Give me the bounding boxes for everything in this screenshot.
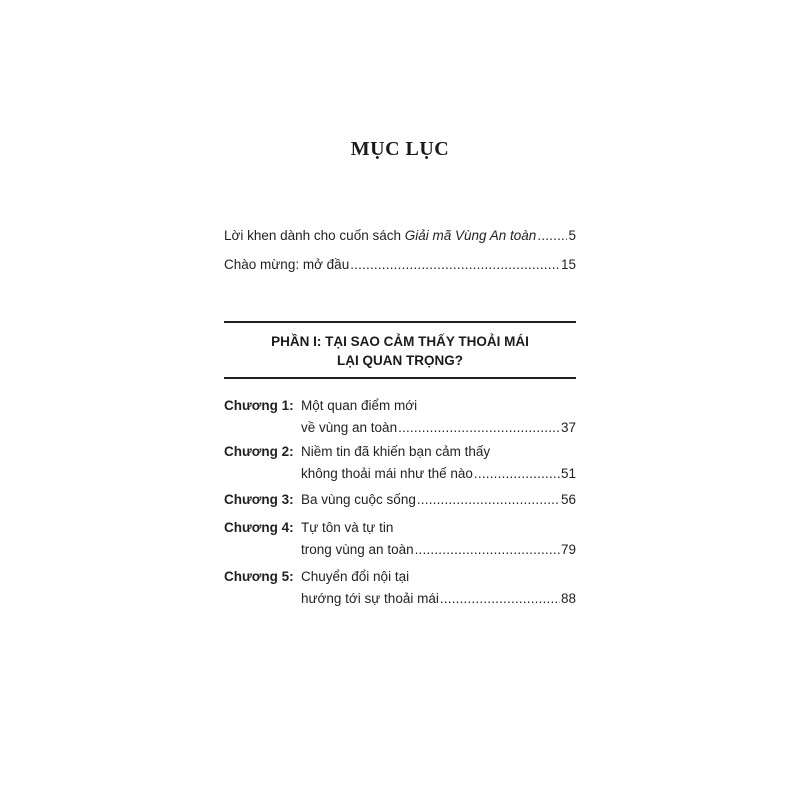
page-number: 79 [560, 542, 576, 557]
book-title-italic: Giải mã Vùng An toàn [404, 228, 537, 243]
part-heading-line1: PHẦN I: TẠI SAO CẢM THẤY THOẢI MÁI [271, 334, 529, 349]
page-number: 51 [560, 466, 576, 481]
dot-leader [537, 227, 567, 245]
entry-text: Chào mừng: mở đầu [224, 257, 350, 272]
chapter-title-line1: Một quan điểm mới [301, 398, 418, 413]
page-number: 15 [560, 257, 576, 272]
part-rule-top [224, 321, 576, 323]
page-number: 37 [560, 420, 576, 435]
entry-text: Lời khen dành cho cuốn sách Giải mã Vùng An toàn [224, 228, 537, 243]
dot-leader [417, 489, 560, 511]
dot-leader [415, 539, 560, 561]
dot-leader [350, 256, 560, 274]
chapter-title-line1: Chuyển đổi nội tại [301, 569, 410, 584]
toc-entry-welcome[interactable] [224, 256, 576, 274]
chapter-title: Ba vùng cuộc sống [301, 492, 416, 507]
toc-chapter-5[interactable] [224, 566, 576, 610]
page-number: 5 [568, 228, 576, 243]
chapter-label: Chương 4: [224, 520, 294, 535]
chapter-label: Chương 1: [224, 398, 294, 413]
toc-title: MỤC LỤC [350, 138, 450, 160]
part-rule-bottom [224, 377, 576, 379]
dot-leader [440, 588, 560, 610]
toc-chapter-4[interactable] [224, 517, 576, 561]
page-number: 56 [560, 492, 576, 507]
chapter-title-line2: về vùng an toàn [301, 420, 398, 435]
part-heading [224, 332, 576, 370]
toc-entry-praise[interactable] [224, 227, 576, 245]
toc-chapter-1[interactable] [224, 395, 576, 439]
chapter-title-line2: trong vùng an toàn [301, 542, 414, 557]
toc-chapter-2[interactable] [224, 441, 576, 485]
dot-leader [474, 463, 560, 485]
chapter-title-line1: Niềm tin đã khiến bạn cảm thấy [301, 444, 491, 459]
dot-leader [398, 417, 560, 439]
chapter-label: Chương 5: [224, 569, 294, 584]
page-number: 88 [560, 591, 576, 606]
toc-chapter-3[interactable] [224, 489, 576, 511]
chapter-title-line2: hướng tới sự thoải mái [301, 591, 439, 606]
chapter-label: Chương 2: [224, 444, 294, 459]
part-heading-line2: LẠI QUAN TRỌNG? [337, 353, 463, 368]
chapter-title-line2: không thoải mái như thế nào [301, 466, 473, 481]
chapter-label: Chương 3: [224, 492, 294, 507]
chapter-title-line1: Tự tôn và tự tin [301, 520, 394, 535]
